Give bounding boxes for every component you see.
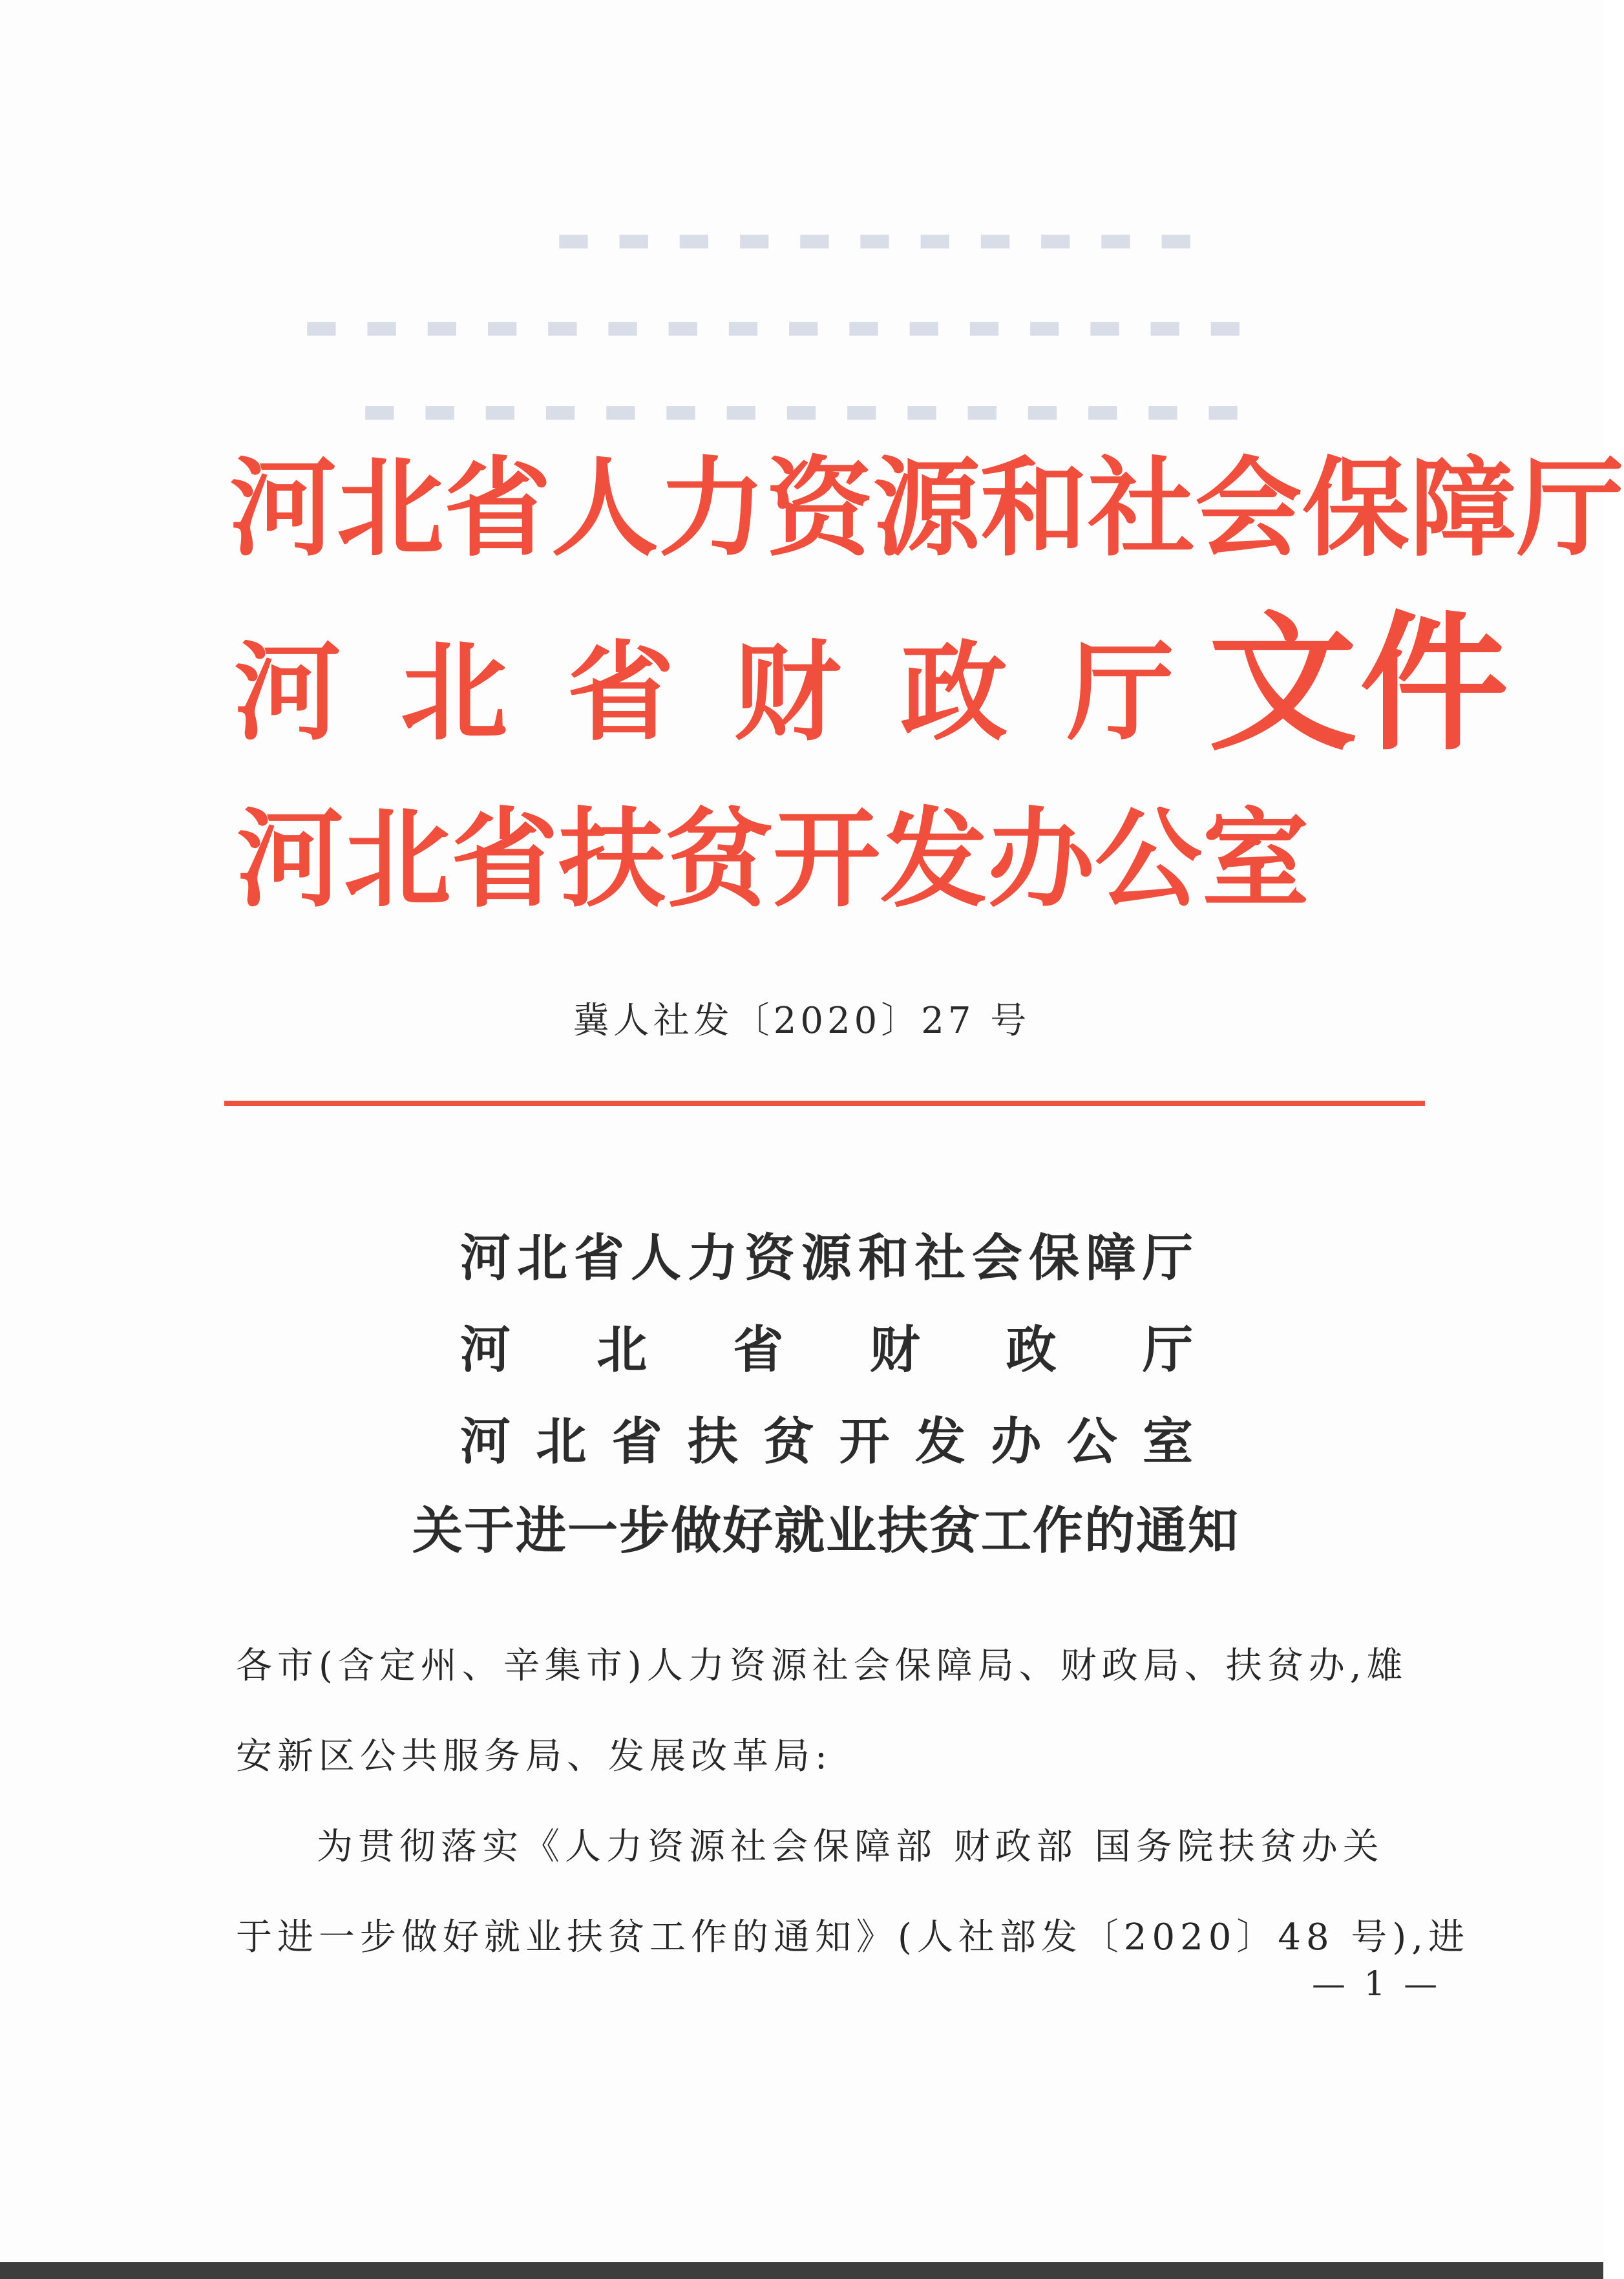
body-paragraph-2-line-2: 于进一步做好就业扶贫工作的通知》(人社部发〔2020〕48 号),进 (236, 1916, 1470, 1958)
masthead-char: 室 (1202, 798, 1309, 922)
title-char: 扶 (687, 1412, 738, 1471)
masthead-char: 公 (1095, 798, 1202, 922)
title-char: 北 (536, 1412, 587, 1471)
title-char: 办 (991, 1412, 1042, 1471)
title-char: 河 (460, 1412, 511, 1471)
masthead-char: 政 (900, 631, 1008, 756)
title-char: 社 (914, 1229, 965, 1288)
masthead-char: 社 (1088, 447, 1195, 571)
title-char: 厅 (1142, 1229, 1193, 1288)
title-char: 开 (839, 1412, 890, 1471)
title-char: 资 (744, 1229, 795, 1288)
masthead-line-2 (234, 631, 1174, 756)
document-number: 冀人社发〔2020〕27 号 (573, 1000, 1031, 1042)
title-char: 省 (573, 1229, 624, 1288)
title-line-3 (460, 1412, 1193, 1471)
title-char: 室 (1142, 1412, 1193, 1471)
masthead-char: 保 (1302, 447, 1409, 571)
body-paragraph-1-line-2: 安新区公共服务局、发展改革局: (236, 1735, 832, 1777)
title-line-1 (460, 1229, 1193, 1288)
title-char: 发 (914, 1412, 965, 1471)
masthead-char: 发 (880, 798, 987, 922)
title-char: 公 (1066, 1412, 1117, 1471)
title-char: 和 (858, 1229, 909, 1288)
title-char: 政 (1006, 1320, 1057, 1379)
masthead-line-3 (237, 798, 1309, 922)
title-char: 保 (1028, 1229, 1079, 1288)
masthead-char: 开 (773, 798, 880, 922)
masthead-char: 北 (337, 447, 444, 571)
masthead-char: 北 (344, 798, 451, 922)
masthead-char: 扶 (558, 798, 666, 922)
title-char: 人 (630, 1229, 681, 1288)
masthead-char: 财 (733, 631, 841, 756)
scan-ghost-2: ▬ ▬ ▬ ▬ ▬ ▬ ▬ ▬ ▬ ▬ ▬ ▬ ▬ ▬ ▬ ▬ (304, 304, 1250, 348)
title-char: 省 (611, 1412, 662, 1471)
masthead-line-1 (229, 447, 1624, 571)
title-char: 北 (596, 1320, 648, 1379)
masthead-char: 会 (1195, 447, 1302, 571)
title-char: 河 (460, 1320, 511, 1379)
title-char: 省 (733, 1320, 784, 1379)
masthead-suffix: 文件 (1208, 599, 1512, 771)
title-char: 贫 (763, 1412, 814, 1471)
title-char: 财 (869, 1320, 920, 1379)
title-char: 力 (687, 1229, 738, 1288)
masthead-char: 源 (873, 447, 980, 571)
title-char: 河 (460, 1229, 511, 1288)
masthead-char: 厅 (1517, 447, 1624, 571)
title-char: 会 (971, 1229, 1022, 1288)
scan-edge (0, 2262, 1603, 2279)
title-char: 北 (516, 1229, 567, 1288)
masthead-char: 办 (987, 798, 1095, 922)
masthead-char: 河 (237, 798, 344, 922)
page-number: — 1 — (1312, 1965, 1442, 2004)
title-char: 厅 (1142, 1320, 1193, 1379)
masthead-char: 省 (567, 631, 675, 756)
title-line-2 (460, 1320, 1193, 1379)
masthead-char: 障 (1409, 447, 1517, 571)
body-paragraph-1-line-1: 各市(含定州、辛集市)人力资源社会保障局、财政局、扶贫办,雄 (236, 1645, 1408, 1687)
masthead-char: 省 (444, 447, 551, 571)
masthead-char: 人 (551, 447, 659, 571)
masthead-char: 力 (659, 447, 766, 571)
title-line-4: 关于进一步做好就业扶贫工作的通知 (412, 1501, 1239, 1560)
red-separator-rule (224, 1101, 1425, 1106)
masthead-char: 和 (980, 447, 1088, 571)
masthead-char: 贫 (666, 798, 773, 922)
masthead-char: 资 (766, 447, 873, 571)
title-char: 障 (1085, 1229, 1136, 1288)
masthead-char: 北 (400, 631, 508, 756)
scan-ghost-1: ▬ ▬ ▬ ▬ ▬ ▬ ▬ ▬ ▬ ▬ ▬ (556, 217, 1201, 260)
title-char: 源 (801, 1229, 852, 1288)
body-paragraph-2-line-1: 为贯彻落实《人力资源社会保障部 财政部 国务院扶贫办关 (317, 1826, 1384, 1868)
masthead-char: 厅 (1066, 631, 1174, 756)
masthead-char: 省 (451, 798, 558, 922)
masthead-char: 河 (229, 447, 337, 571)
masthead-char: 河 (234, 631, 341, 756)
scan-ghost-3: ▬ ▬ ▬ ▬ ▬ ▬ ▬ ▬ ▬ ▬ ▬ ▬ ▬ ▬ ▬ (362, 388, 1248, 432)
